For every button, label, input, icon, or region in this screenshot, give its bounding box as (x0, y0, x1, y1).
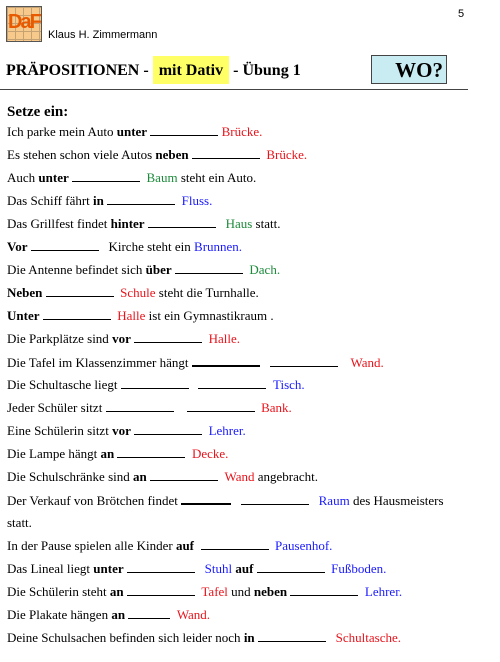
exercise-line-15: Die Lampe hängt an Decke. (7, 446, 229, 461)
answer-blank[interactable] (46, 285, 114, 297)
exercise-line-4: Das Schiff fährt in Fluss. (7, 193, 213, 208)
answer-blank[interactable] (241, 493, 309, 505)
exercise-line-20: Die Schülerin steht an Tafel und neben Lehrer. (7, 584, 403, 599)
exercise-line-5: Das Grillfest findet hinter Haus statt. (7, 216, 281, 231)
answer-blank[interactable] (127, 584, 195, 596)
exercise-line-21: Die Plakate hängen an Wand. (7, 607, 211, 622)
exercise-line-13: Jeder Schüler sitzt Bank. (7, 400, 292, 415)
exercise-line-14: Eine Schülerin sitzt vor Lehrer. (7, 423, 246, 438)
answer-blank[interactable] (290, 584, 358, 596)
logo-text: DaF (8, 11, 40, 33)
answer-blank[interactable] (43, 308, 111, 320)
answer-blank-preposition[interactable] (121, 377, 189, 389)
answer-blank[interactable] (258, 630, 326, 642)
answer-blank[interactable] (134, 331, 202, 343)
exercise-line-3: Auch unter Baum steht ein Auto. (7, 170, 257, 185)
exercise-line-16: Die Schulschränke sind an Wand angebracht. (7, 469, 319, 484)
title-highlight: mit Dativ (153, 56, 229, 84)
title-part1: PRÄPOSITIONEN - (6, 62, 153, 79)
exercise-line-2: Es stehen schon viele Autos neben Brücke. (7, 147, 308, 162)
exercise-line-18: In der Pause spielen alle Kinder auf Pausenhof. (7, 538, 333, 553)
instruction: Setze ein: (7, 104, 69, 120)
answer-blank[interactable] (134, 423, 202, 435)
answer-blank[interactable] (150, 469, 218, 481)
answer-blank[interactable] (31, 239, 99, 251)
answer-blank[interactable] (72, 170, 140, 182)
author-name: Klaus H. Zimmermann (48, 29, 158, 41)
answer-blank[interactable] (187, 400, 255, 412)
exercise-line-1: Ich parke mein Auto unter Brücke. (7, 124, 263, 139)
answer-blank[interactable] (175, 262, 243, 274)
exercise-line-19: Das Lineal liegt unter Stuhl auf Fußboden. (7, 561, 387, 576)
answer-blank[interactable] (117, 446, 185, 458)
worksheet-title (6, 62, 301, 80)
exercise-line-22: Deine Schulsachen befinden sich leider noch in Schultasche. (7, 630, 401, 645)
exercise-line-8: Neben Schule steht die Turnhalle. (7, 285, 259, 300)
wo-question-box: WO? (371, 55, 447, 84)
answer-blank[interactable] (128, 607, 170, 619)
answer-blank[interactable] (127, 561, 195, 573)
answer-blank[interactable] (192, 147, 260, 159)
exercise-line-12: Die Schultasche liegt Tisch. (7, 377, 305, 392)
exercise-line-17: Der Verkauf von Brötchen findet Raum des Hausmeisters (7, 493, 444, 508)
answer-blank-preposition[interactable] (181, 492, 231, 505)
answer-blank[interactable] (201, 538, 269, 550)
title-divider (0, 89, 468, 90)
exercise-line-7: Die Antenne befindet sich über Dach. (7, 262, 281, 277)
answer-blank-preposition[interactable] (192, 354, 260, 367)
daf-logo (6, 6, 42, 42)
title-part2: - Übung 1 (229, 62, 301, 79)
exercise-line-6: Vor Kirche steht ein Brunnen. (7, 239, 243, 254)
answer-blank-preposition[interactable] (106, 400, 174, 412)
exercise-line-9: Unter Halle ist ein Gymnastikraum . (7, 308, 274, 323)
answer-blank[interactable] (150, 124, 218, 136)
answer-blank[interactable] (107, 193, 175, 205)
page-number: 5 (458, 8, 465, 20)
answer-blank[interactable] (198, 377, 266, 389)
exercise-line-11: Die Tafel im Klassenzimmer hängt Wand. (7, 355, 384, 370)
exercise-line-17-cont: statt. (7, 515, 32, 530)
answer-blank[interactable] (270, 355, 338, 367)
answer-blank[interactable] (148, 216, 216, 228)
answer-blank[interactable] (257, 561, 325, 573)
exercise-line-10: Die Parkplätze sind vor Halle. (7, 331, 240, 346)
